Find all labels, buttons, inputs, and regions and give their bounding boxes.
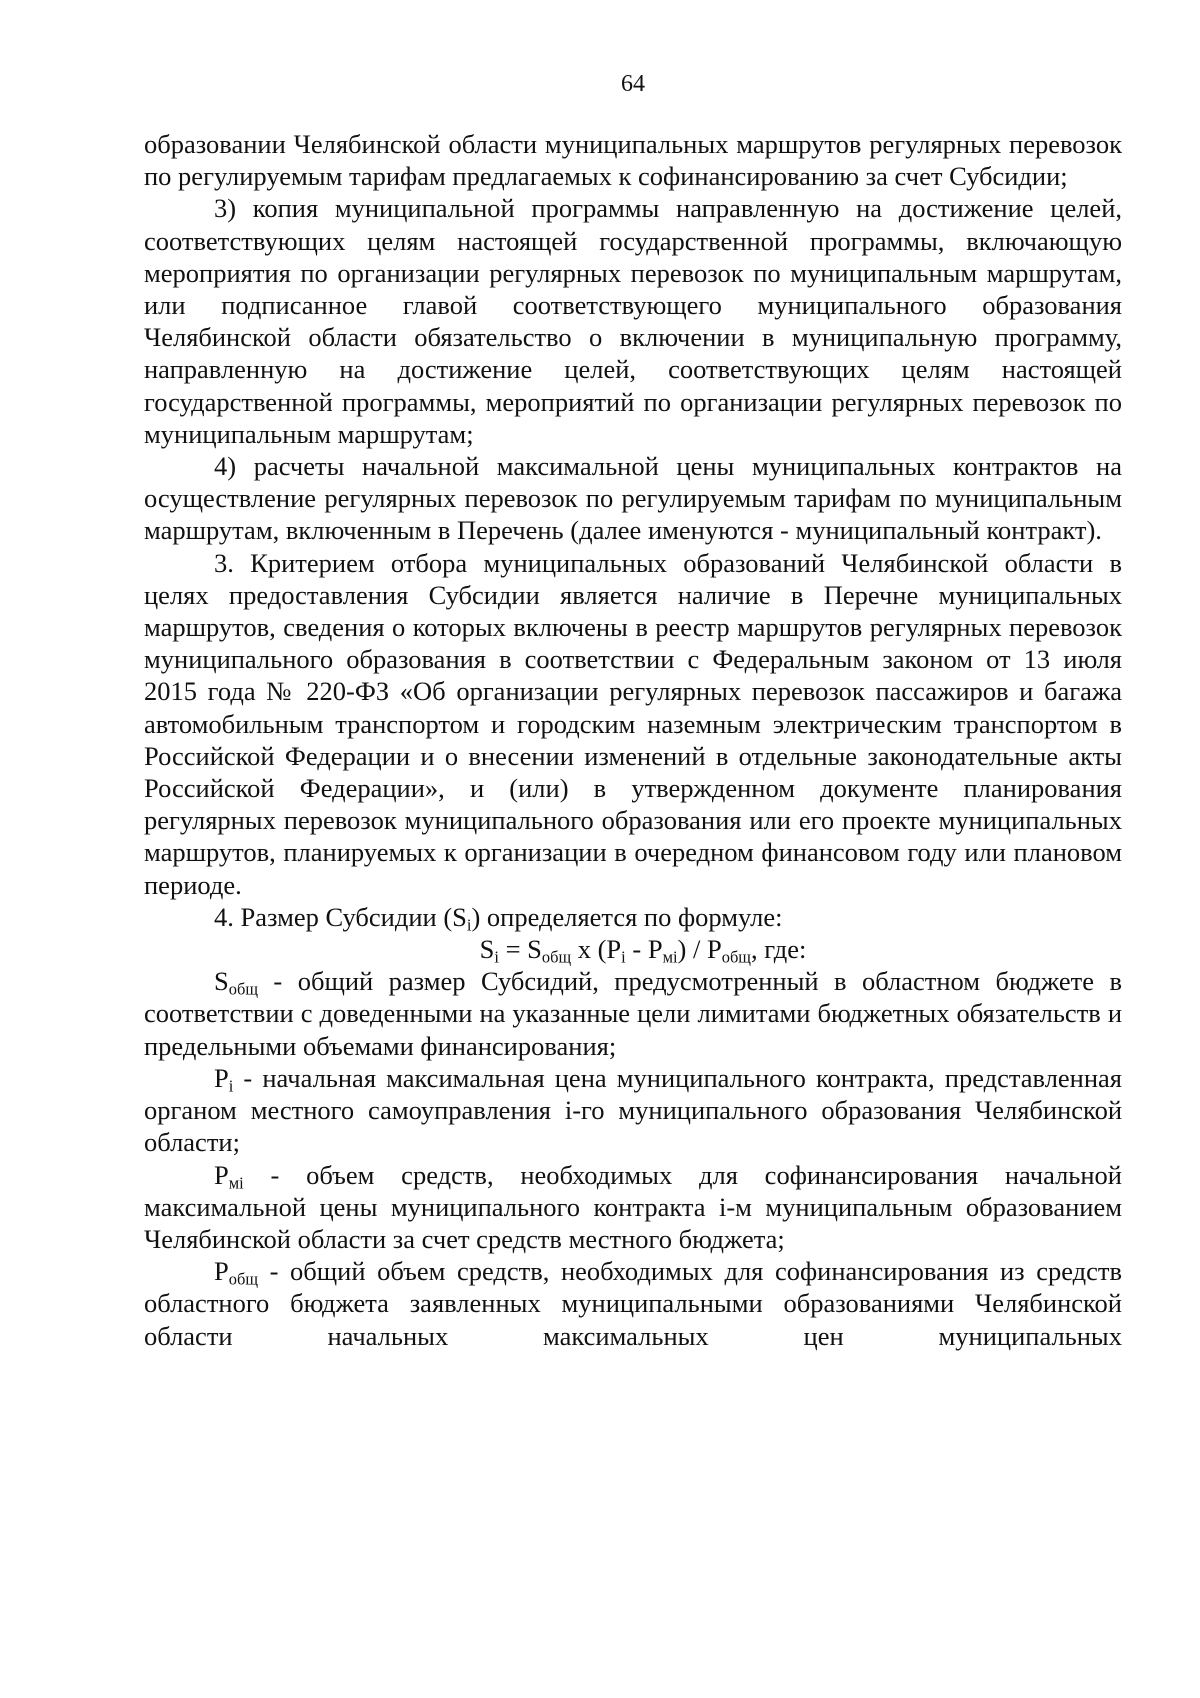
definition-symbol: P <box>214 1159 229 1190</box>
formula-subscript: общ <box>721 947 751 967</box>
paragraph-subsidy-size <box>144 901 1122 933</box>
definition-symbol: P <box>214 1062 229 1093</box>
definition-symbol: P <box>214 1256 229 1287</box>
formula-part: - P <box>625 934 663 965</box>
paragraph-item-4: 4) расчеты начальной максимальной цены муниципальных контрактов на осуществление регулярных перевозок по регулируемым тарифам по муниципальным маршрутам, включенным в Перечень (далее именуются - муниципальный контракт). <box>144 451 1122 546</box>
paragraph-continuation: образовании Челябинской области муниципальных маршрутов регулярных перевозок по регулируемым тарифам предлагаемых к софинансированию за счет Субсидии; <box>144 129 1122 192</box>
definition-symbol: S <box>214 966 229 997</box>
definition-p-mi <box>144 1159 1122 1256</box>
formula-symbol: S <box>479 934 495 965</box>
definition-text: - начальная максимальная цена муниципального контракта, представленная органом местного самоуправления i-го муниципального образования Челябинской области; <box>144 1062 1122 1158</box>
formula-part: , где: <box>750 934 807 965</box>
subsidy-size-tail: ) определяется по формуле: <box>471 901 783 932</box>
definition-text: - общий размер Субсидий, предусмотренный в областном бюджете в соответствии с доведенными на указанные цели лимитами бюджетных обязательств и предельными объемами финансирования; <box>144 966 1122 1061</box>
page-number: 64 <box>621 71 645 97</box>
document-body <box>144 128 1122 1352</box>
formula-subscript: мi <box>662 947 678 967</box>
definition-p-total <box>144 1255 1122 1352</box>
formula-subscript: i <box>494 947 499 967</box>
definition-subscript: мi <box>228 1173 244 1193</box>
subscript: i <box>466 915 472 935</box>
formula-subscript: i <box>621 947 626 967</box>
definition-subscript: общ <box>228 1269 258 1289</box>
definition-subscript: общ <box>228 979 258 999</box>
paragraph-criterion: 3. Критерием отбора муниципальных образований Челябинской области в целях предоставления Субсидии является наличие в Перечне муниципальных маршрутов, сведения о которых включены в реестр маршрутов регулярных перевозок муниципального образования в соответствии с Федеральным законом от 13 июля 2015 года № 220-ФЗ «Об организации регулярных перевозок пассажиров и багажа автомобильным транспортом и городским наземным электрическим транспортом в Российской Федерации и о внесении изменений в отдельные законодательные акты Российской Федерации», и (или) в утвержденном документе планирования регулярных перевозок муниципального образования или его проекте муниципальных маршрутов, планируемых к организации в очередном финансовом году или плановом периоде. <box>144 547 1122 900</box>
formula-part: = S <box>498 934 542 965</box>
paragraph-item-3: 3) копия муниципальной программы направленную на достижение целей, соответствующих целям настоящей государственной программы, включающую мероприятия по организации регулярных перевозок по муниципальным маршрутам, или подписанное главой соответствующего муниципального образования Челябинской области обязательство о включении в муниципальную программу, направленную на достижение целей, соответствующих целям настоящей государственной программы, мероприятий по организации регулярных перевозок по муниципальным маршрутам; <box>144 193 1122 449</box>
formula-subscript: общ <box>541 947 572 967</box>
definition-s-total <box>144 965 1122 1062</box>
definition-text: - объем средств, необходимых для софинансирования начальной максимальной цены муниципального контракта i-м муниципальным образованием Челябинской области за счет средств местного бюджета; <box>144 1159 1122 1254</box>
formula-part: ) / P <box>677 934 722 965</box>
definition-p-i <box>144 1062 1122 1159</box>
definition-text: - общий объем средств, необходимых для софинансирования из средств областного бюджета заявленных муниципальными образованиями Челябинской области начальных максимальных цен муниципальных <box>144 1256 1122 1351</box>
subsidy-formula <box>144 933 1122 965</box>
subsidy-size-lead: 4. Размер Субсидии (S <box>214 901 467 932</box>
formula-part: x (P <box>571 934 622 965</box>
definition-subscript: i <box>228 1076 234 1096</box>
